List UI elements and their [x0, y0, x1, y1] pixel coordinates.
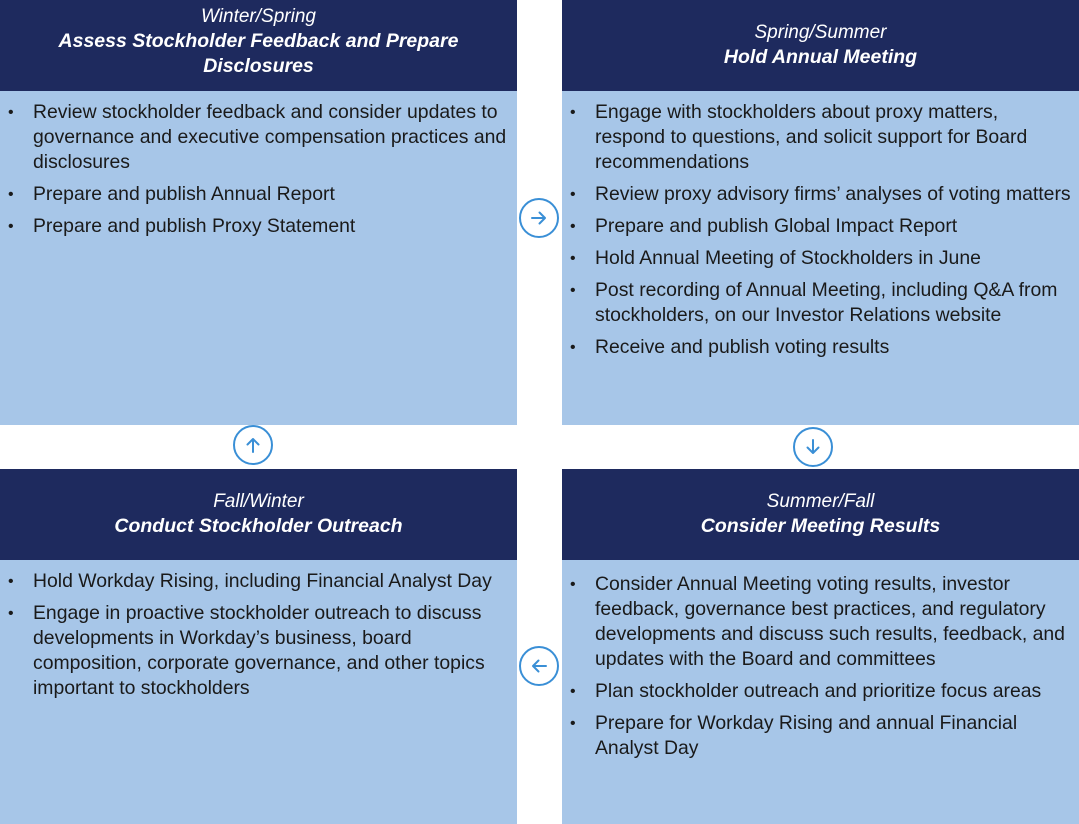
list-item	[8, 100, 509, 175]
arrow-left-glyph	[528, 655, 550, 677]
quadrant-header	[562, 0, 1079, 91]
season-label: Fall/Winter	[213, 491, 304, 512]
quadrant-body	[0, 560, 517, 824]
bullet: •	[570, 715, 576, 732]
quadrant-fall-winter	[0, 469, 517, 824]
list-item	[570, 679, 1071, 704]
bullet: •	[8, 573, 14, 590]
list-item-text: Consider Annual Meeting voting results, investor feedback, governance best practices, and regulatory developments and discuss such results, feedback, and updates with the Board and committees	[595, 573, 1065, 670]
quadrant-header	[562, 469, 1079, 560]
list-item-text: Prepare and publish Global Impact Report	[595, 215, 958, 237]
arrow-down-glyph	[802, 436, 824, 458]
quadrant-spring-summer	[562, 0, 1079, 425]
list-item	[570, 214, 1071, 239]
arrow-down-icon	[793, 427, 833, 467]
bullet: •	[8, 104, 14, 121]
list-item	[8, 182, 509, 207]
list-item	[570, 335, 1071, 360]
bullet: •	[8, 218, 14, 235]
season-label: Winter/Spring	[201, 6, 316, 27]
list-item-text: Engage with stockholders about proxy matters, respond to questions, and solicit support for Board recommendations	[595, 101, 1028, 173]
arrow-left-icon	[519, 646, 559, 686]
quadrant-winter-spring	[0, 0, 517, 425]
quadrant-body	[0, 91, 517, 425]
arrow-right-icon	[519, 198, 559, 238]
list-item-text: Review stockholder feedback and consider updates to governance and executive compensation practices and disclosures	[33, 101, 507, 173]
arrow-right-glyph	[528, 207, 550, 229]
bullet: •	[570, 218, 576, 235]
quadrant-title-line2: Disclosures	[203, 55, 314, 77]
quadrant-body	[562, 560, 1079, 824]
arrow-up-icon	[233, 425, 273, 465]
quadrant-summer-fall	[562, 469, 1079, 824]
list-item-text: Review proxy advisory firms’ analyses of voting matters	[595, 183, 1071, 205]
list-item	[570, 100, 1071, 175]
arrow-up-glyph	[242, 434, 264, 456]
task-list	[570, 100, 1071, 360]
list-item-text: Hold Annual Meeting of Stockholders in June	[595, 247, 981, 269]
quadrant-header	[0, 0, 517, 91]
quadrant-header	[0, 469, 517, 560]
list-item-text: Post recording of Annual Meeting, including Q&A from stockholders, on our Investor Relations website	[595, 279, 1058, 326]
task-list	[8, 569, 509, 701]
bullet: •	[570, 576, 576, 593]
list-item-text: Engage in proactive stockholder outreach to discuss developments in Workday’s business, board composition, corporate governance, and other topics important to stockholders	[33, 602, 485, 699]
quadrant-title: Hold Annual Meeting	[723, 46, 918, 68]
task-list	[570, 572, 1071, 761]
quadrant-title: Conduct Stockholder Outreach	[114, 515, 403, 537]
list-item	[570, 711, 1071, 761]
list-item-text: Receive and publish voting results	[595, 336, 890, 358]
list-item-text: Prepare and publish Annual Report	[33, 183, 335, 205]
list-item	[8, 569, 509, 594]
bullet: •	[570, 339, 576, 356]
bullet: •	[570, 250, 576, 267]
bullet: •	[570, 186, 576, 203]
quadrant-title	[59, 29, 459, 79]
quadrant-title-line1: Assess Stockholder Feedback and Prepare	[58, 30, 459, 52]
bullet: •	[8, 186, 14, 203]
list-item-text: Prepare and publish Proxy Statement	[33, 215, 356, 237]
season-label: Summer/Fall	[766, 491, 875, 512]
list-item	[570, 278, 1071, 328]
list-item	[570, 182, 1071, 207]
bullet: •	[8, 605, 14, 622]
bullet: •	[570, 104, 576, 121]
quadrant-title: Consider Meeting Results	[700, 515, 941, 537]
quadrant-body	[562, 91, 1079, 425]
list-item	[8, 214, 509, 239]
list-item	[8, 601, 509, 701]
season-label: Spring/Summer	[754, 22, 887, 43]
bullet: •	[570, 282, 576, 299]
task-list	[8, 100, 509, 239]
list-item-text: Hold Workday Rising, including Financial Analyst Day	[33, 570, 492, 592]
list-item	[570, 246, 1071, 271]
bullet: •	[570, 683, 576, 700]
list-item-text: Plan stockholder outreach and prioritize focus areas	[595, 680, 1042, 702]
list-item	[570, 572, 1071, 672]
list-item-text: Prepare for Workday Rising and annual Financial Analyst Day	[595, 712, 1018, 759]
